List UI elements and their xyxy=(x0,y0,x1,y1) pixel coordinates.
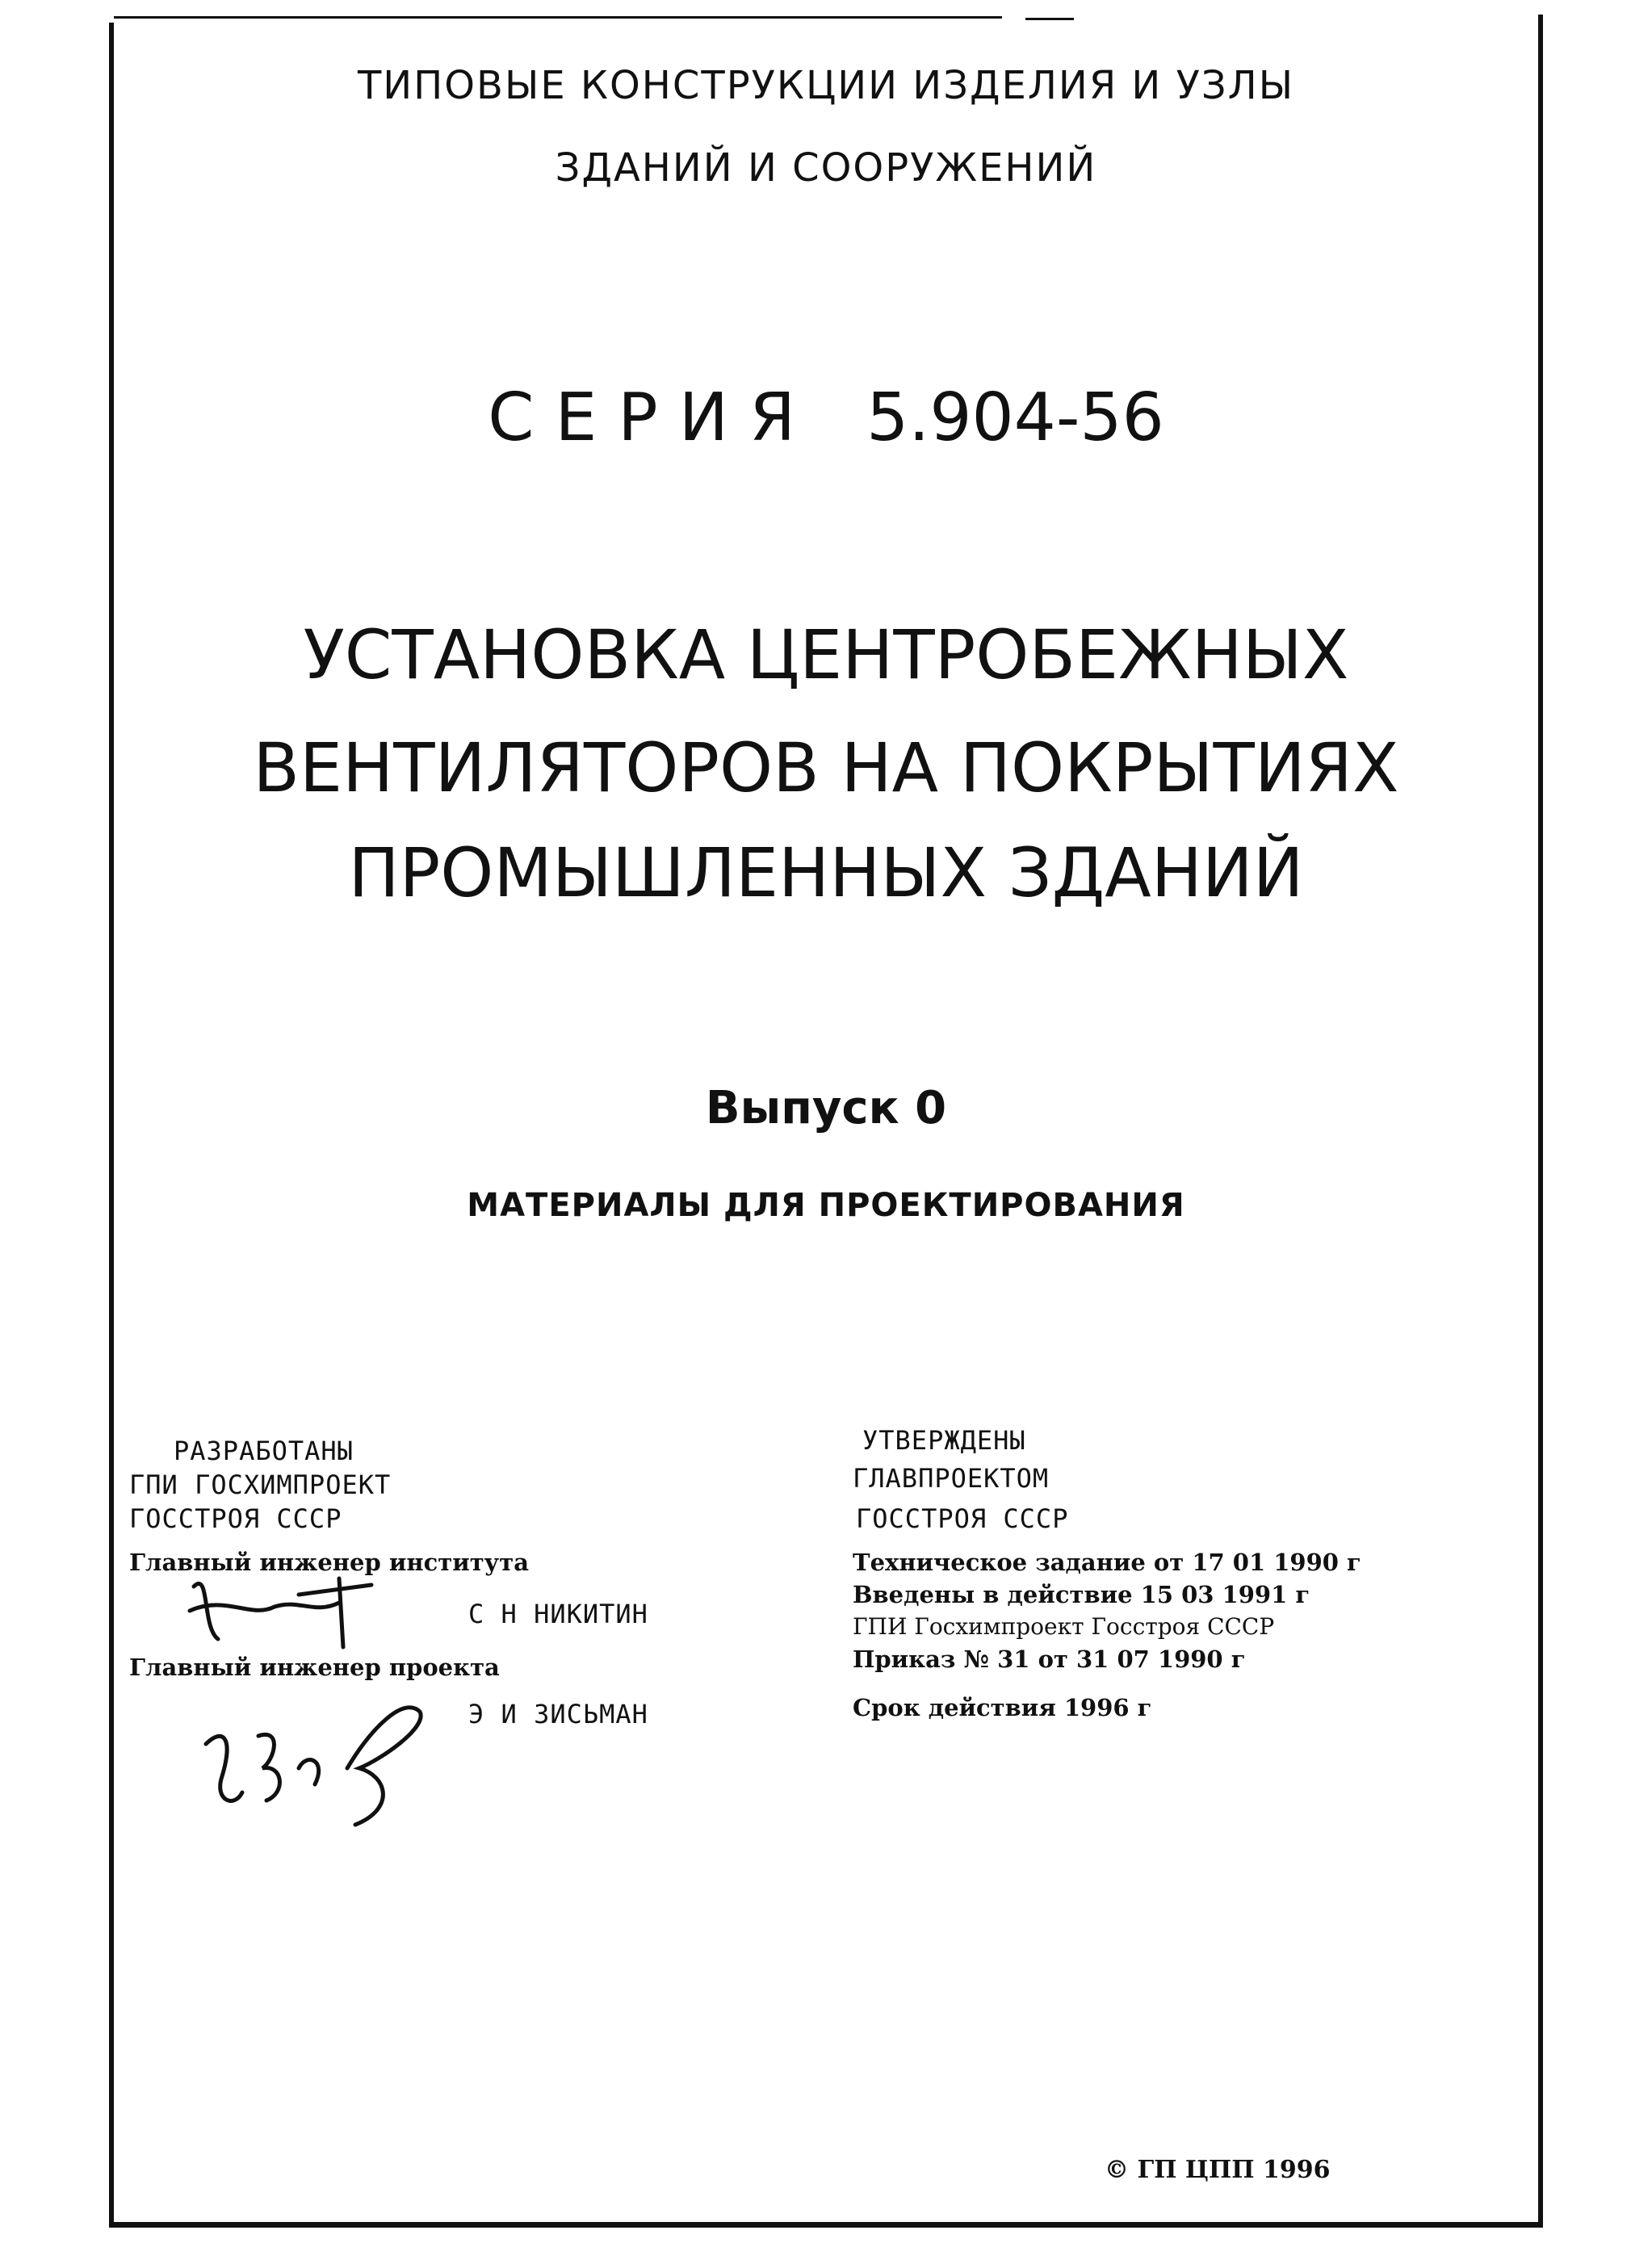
chief-project-label: Главный инженер проекта xyxy=(129,1654,500,1681)
signature-zisman xyxy=(186,1679,444,1841)
copyright: © ГП ЦПП 1996 xyxy=(1105,2156,1331,2184)
series-word: СЕРИЯ xyxy=(488,379,817,456)
chief-institute-name: С Н НИКИТИН xyxy=(468,1599,648,1629)
frame-top-line-fragment xyxy=(1025,18,1074,20)
title-line-1: УСТАНОВКА ЦЕНТРОБЕЖНЫХ xyxy=(303,615,1349,694)
chief-project-name: Э И ЗИСЬМАН xyxy=(468,1699,648,1729)
header-line-1: ТИПОВЫЕ КОНСТРУКЦИИ ИЗДЕЛИЯ И УЗЛЫ xyxy=(357,63,1295,108)
validity-line: Срок действия 1996 г xyxy=(853,1694,1152,1721)
effective-date-line: Введены в действие 15 03 1991 г xyxy=(853,1581,1310,1608)
issue-label: Выпуск 0 xyxy=(705,1082,947,1134)
header-line-2: ЗДАНИЙ И СООРУЖЕНИЙ xyxy=(555,145,1097,191)
order-line: Приказ № 31 от 31 07 1990 г xyxy=(853,1645,1246,1673)
title-line-2: ВЕНТИЛЯТОРОВ НА ПОКРЫТИЯХ xyxy=(253,728,1399,807)
developed-org-2: ГОССТРОЯ СССР xyxy=(129,1503,342,1534)
technical-task-line: Техническое задание от 17 01 1990 г xyxy=(853,1549,1361,1576)
frame-top-line xyxy=(114,16,1002,19)
series-number: 5.904-56 xyxy=(866,379,1164,456)
signature-nikitin xyxy=(178,1562,388,1651)
approved-label: УТВЕРЖДЕНЫ xyxy=(862,1425,1026,1456)
developed-label: РАЗРАБОТАНЫ xyxy=(174,1436,354,1466)
frame-right-line xyxy=(1538,15,1543,2227)
series-heading xyxy=(114,379,1538,456)
developed-org-1: ГПИ ГОСХИМПРОЕКТ xyxy=(129,1469,392,1500)
approved-org-1: ГЛАВПРОЕКТОМ xyxy=(853,1463,1050,1494)
approved-org-2: ГОССТРОЯ СССР xyxy=(856,1503,1069,1534)
title-line-3: ПРОМЫШЛЕННЫХ ЗДАНИЙ xyxy=(348,833,1304,912)
institute-line: ГПИ Госхимпроект Госстроя СССР xyxy=(853,1613,1275,1640)
subtitle: МАТЕРИАЛЫ ДЛЯ ПРОЕКТИРОВАНИЯ xyxy=(467,1187,1185,1224)
frame-bottom-line xyxy=(109,2222,1543,2228)
chief-institute-label: Главный инженер института xyxy=(129,1549,529,1576)
